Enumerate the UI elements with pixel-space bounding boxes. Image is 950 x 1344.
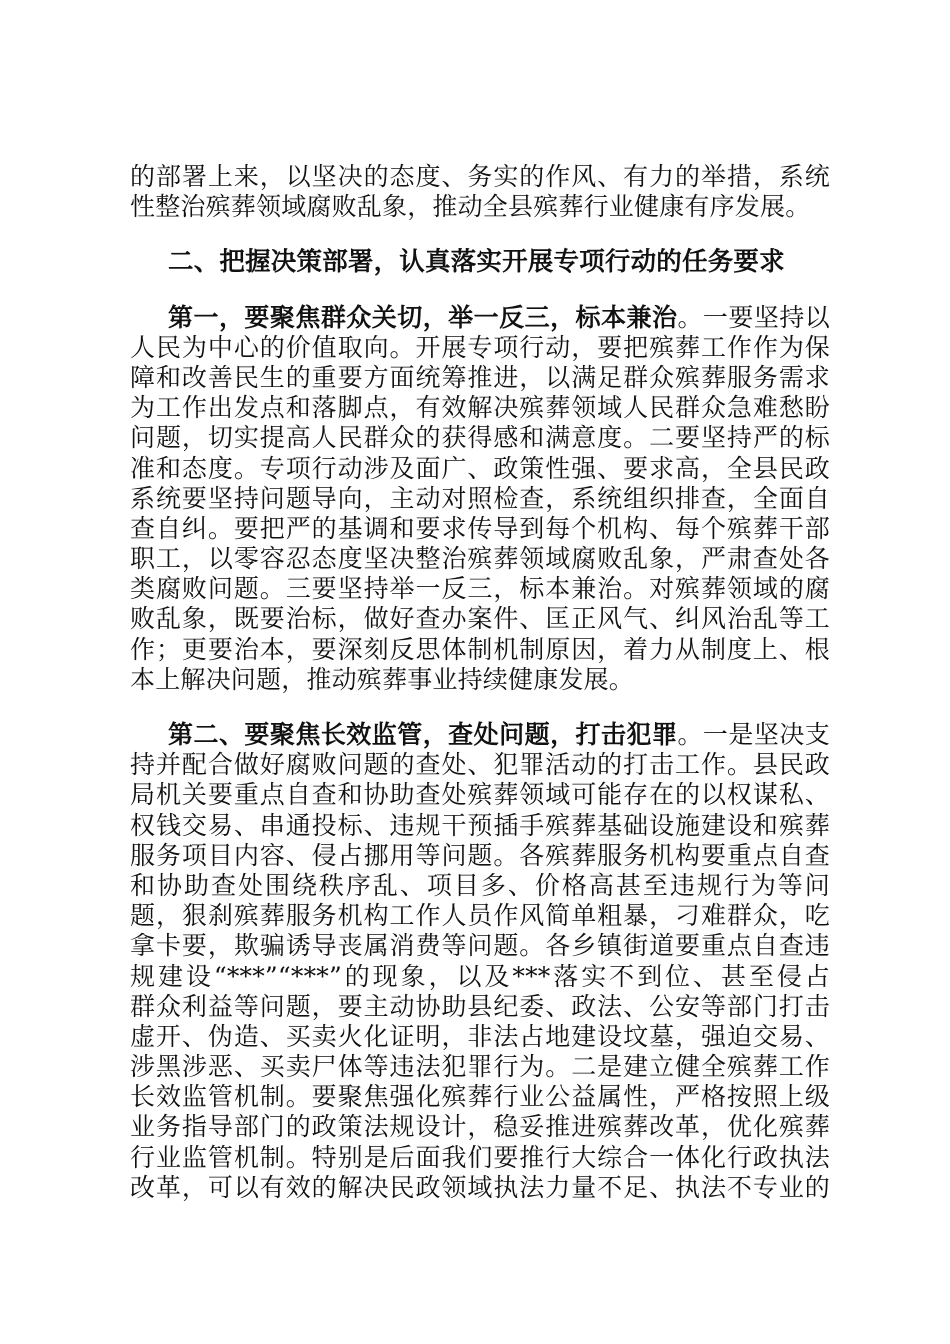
paragraph-first-point [130, 303, 830, 695]
text-line: 系统要坚持问题导向，主动对照检查，系统组织排查，全面自 [130, 483, 830, 513]
text-line: 准和态度。专项行动涉及面广、政策性强、要求高，全县民政 [130, 453, 830, 483]
text-line: 改革，可以有效的解决民政领域执法力量不足、执法不专业的 [130, 1172, 830, 1202]
text-line: 本上解决问题，推动殡葬事业持续健康发展。 [130, 664, 635, 694]
text-line: 和协助查处围绕秩序乱、项目多、价格高甚至违规行为等问 [130, 870, 830, 900]
text-line: 规建设“***”“***”的现象，以及***落实不到位、甚至侵占 [130, 961, 830, 991]
text-line: 人民为中心的价值取向。开展专项行动，要把殡葬工作作为保 [130, 332, 830, 362]
text-line: 作；更要治本，要深刻反思体制机制原因，着力从制度上、根 [130, 634, 830, 664]
text-line: 职工，以零容忍态度坚决整治殡葬领域腐败乱象，严肃查处各 [130, 544, 830, 574]
text-line: 为工作出发点和落脚点，有效解决殡葬领域人民群众急难愁盼 [130, 393, 830, 423]
text-line: 行业监管机制。特别是后面我们要推行大综合一体化行政执法 [130, 1142, 830, 1172]
text-line: 拿卡要，欺骗诱导丧属消费等问题。各乡镇街道要重点自查违 [130, 931, 830, 961]
paragraph-first-line [130, 303, 830, 333]
text-line: 的部署上来，以坚决的态度、务实的作风、有力的举措，系统 [130, 162, 830, 191]
lead-rest: 。一要坚持以 [677, 302, 830, 332]
text-line: 败乱象，既要治标，做好查办案件、匡正风气、纠风治乱等工 [130, 604, 830, 634]
bold-lead: 第二、要聚焦长效监管，查处问题，打击犯罪 [168, 720, 678, 749]
text-line: 题，狠刹殡葬服务机构工作人员作风简单粗暴，刁难群众，吃 [130, 901, 830, 931]
section-heading: 二、把握决策部署，认真落实开展专项行动的任务要求 [168, 247, 785, 278]
document-page [130, 162, 830, 1203]
text-line: 涉黑涉恶、买卖尸体等违法犯罪行为。二是建立健全殡葬工作 [130, 1052, 830, 1082]
text-line: 持并配合做好腐败问题的查处、犯罪活动的打击工作。县民政 [130, 750, 830, 780]
text-line: 问题，切实提高人民群众的获得感和满意度。二要坚持严的标 [130, 423, 830, 453]
text-line: 权钱交易、串通投标、违规干预插手殡葬基础设施建设和殡葬 [130, 810, 830, 840]
text-line: 长效监管机制。要聚焦强化殡葬行业公益属性，严格按照上级 [130, 1082, 830, 1112]
text-line: 群众利益等问题，要主动协助县纪委、政法、公安等部门打击 [130, 991, 830, 1021]
text-line: 局机关要重点自查和协助查处殡葬领域可能存在的以权谋私、 [130, 780, 830, 810]
text-line: 服务项目内容、侵占挪用等问题。各殡葬服务机构要重点自查 [130, 840, 830, 870]
paragraph-first-line [130, 720, 830, 750]
text-line: 查自纠。要把严的基调和要求传导到每个机构、每个殡葬干部 [130, 513, 830, 543]
text-line: 类腐败问题。三要坚持举一反三，标本兼治。对殡葬领域的腐 [130, 574, 830, 604]
text-line: 业务指导部门的政策法规设计，稳妥推进殡葬改革，优化殡葬 [130, 1112, 830, 1142]
paragraph-second-point [130, 720, 830, 1203]
text-line: 性整治殡葬领域腐败乱象，推动全县殡葬行业健康有序发展。 [130, 192, 811, 222]
text-line: 虚开、伪造、买卖火化证明，非法占地建设坟墓，强迫交易、 [130, 1021, 830, 1051]
lead-rest: 。一是坚决支 [677, 720, 830, 749]
text-line: 障和改善民生的重要方面统筹推进，以满足群众殡葬服务需求 [130, 362, 830, 392]
bold-lead: 第一，要聚焦群众关切，举一反三，标本兼治 [168, 302, 678, 332]
paragraph-continuation [130, 162, 830, 222]
